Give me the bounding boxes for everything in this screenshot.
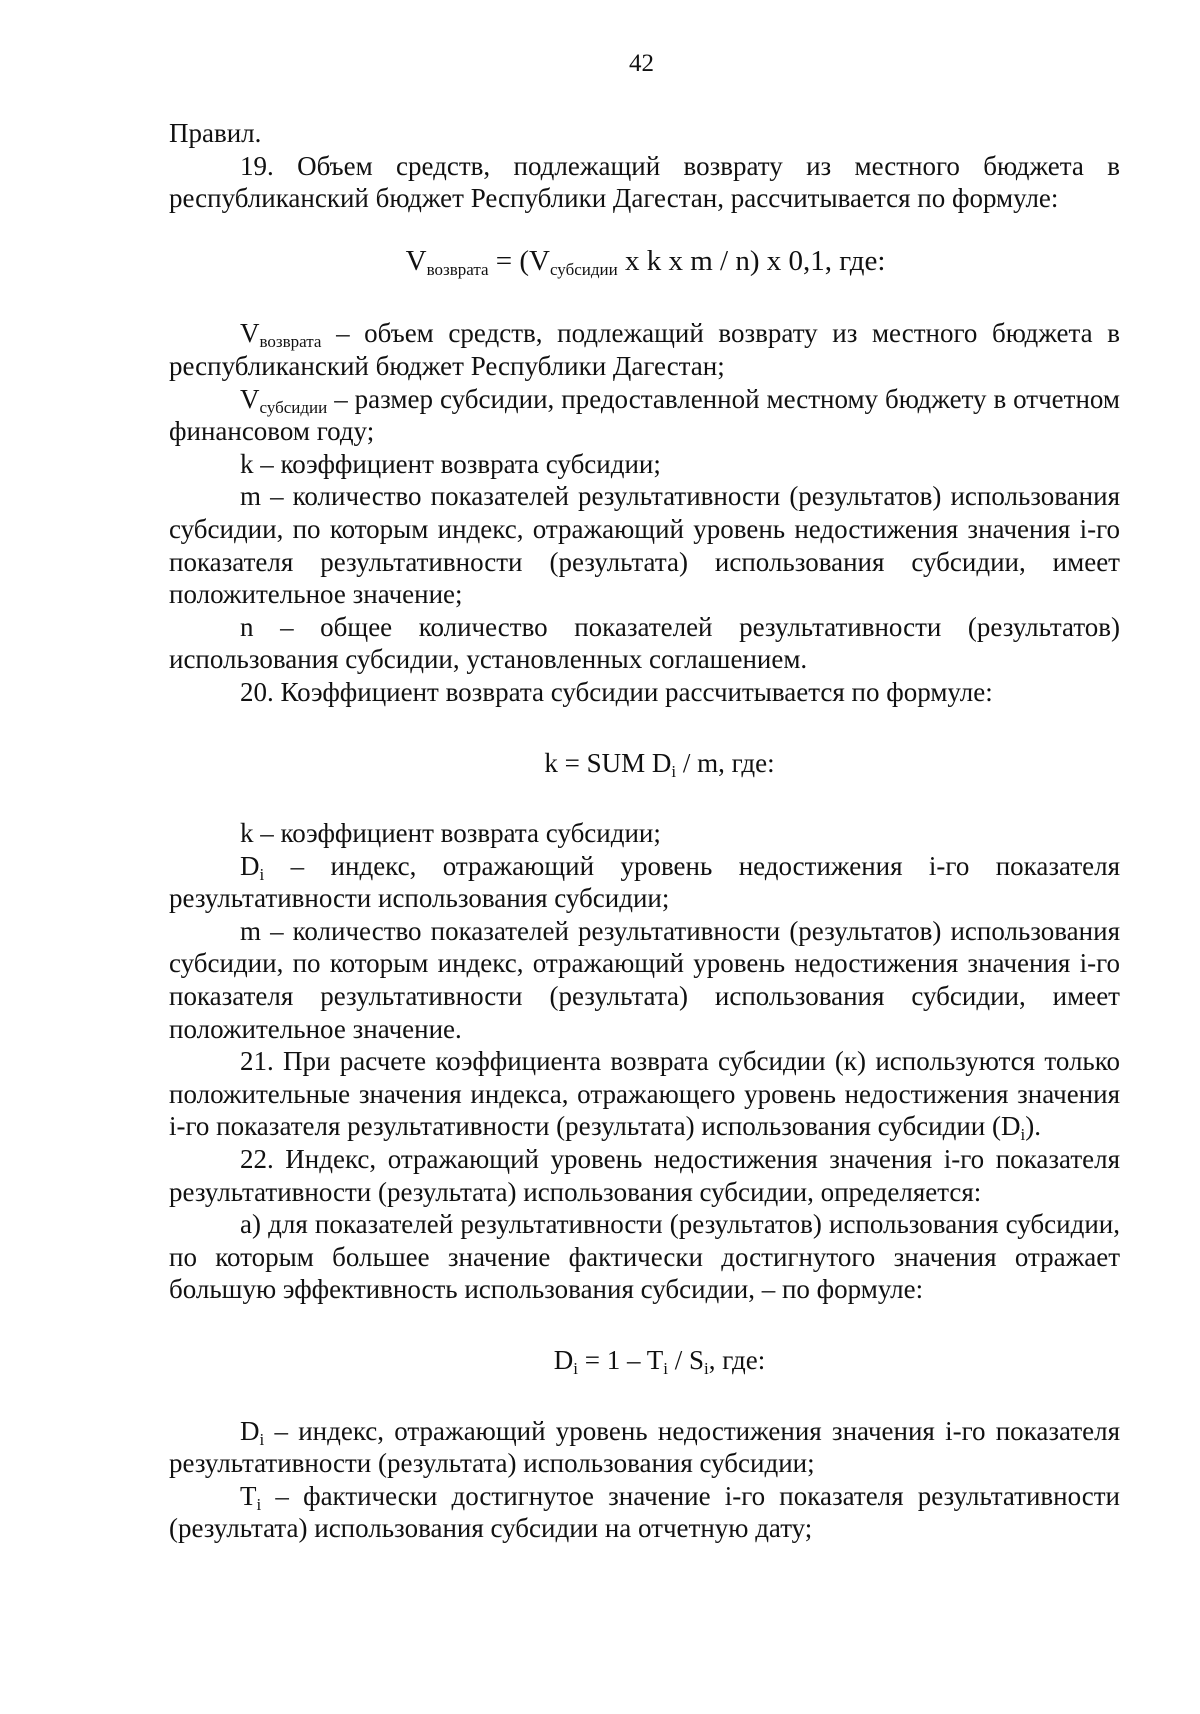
definition-v-return: [169, 317, 1120, 382]
definition-di: [169, 850, 1120, 915]
formula-k-sub: i: [671, 761, 677, 781]
formula-v: V: [405, 244, 427, 277]
definition-d-text: – индекс, отражающий уровень недостижения i-го показателя результативности использования субсидии;: [169, 850, 1120, 914]
definition-k: k – коэффициент возврата субсидии;: [240, 448, 661, 479]
paragraph-21-text: 21. При расчете коэффициента возврата субсидии (к) используются только положительные значения индекса, отражающего уровень недостижения значения i-го показателя результативности (результата) использования субсидии (D: [169, 1046, 1120, 1142]
formula-di-b: = 1 – T: [578, 1345, 664, 1375]
formula-sub-return: возврата: [426, 259, 489, 279]
definition-d-sub: i: [259, 864, 265, 884]
formula-return-volume: [169, 245, 1120, 278]
definition-m-2: m – количество показателей результативности (результатов) использования субсидии, по которым индекс, отражающий уровень недостижения значения i-го показателя результативности (результата) использования субсидии, имеет положительное значение.: [169, 915, 1120, 1044]
formula-di: [169, 1344, 1120, 1377]
formula-di-sub2: i: [663, 1359, 668, 1378]
definition-m: m – количество показателей результативности (результатов) использования субсидии, по которым индекс, отражающий уровень недостижения значения i-го показателя результативности (результата) использования субсидии, имеет положительное значение;: [169, 481, 1120, 610]
definition-t-symbol: T: [240, 1480, 257, 1511]
definition-di-2: [169, 1415, 1120, 1480]
definition-v-symbol: V: [240, 318, 260, 349]
definition-v-subsidy: [169, 383, 1120, 448]
formula-k-right: / m, где:: [676, 747, 775, 778]
paragraph-22a: а) для показателей результативности (результатов) использования субсидии, по которым большее значение фактически достигнутого значения отражает большую эффективность использования субсидии, – по формуле:: [169, 1209, 1120, 1305]
definition-v-text: – объем средств, подлежащий возврату из местного бюджета в республиканский бюджет Республики Дагестан;: [169, 318, 1120, 381]
paragraph-20: 20. Коэффициент возврата субсидии рассчитывается по формуле:: [240, 676, 993, 707]
formula-di-a: D: [553, 1345, 574, 1375]
definition-d-text: – индекс, отражающий уровень недостижения значения i-го показателя результативности (результата) использования субсидии;: [169, 1415, 1120, 1479]
formula-k: [169, 747, 1120, 780]
paragraph-21: [169, 1045, 1120, 1143]
formula-rest: x k x m / n) x 0,1, где:: [617, 244, 886, 277]
document-body: [169, 117, 1120, 1545]
formula-di-sub1: i: [573, 1359, 579, 1378]
definition-n: n – общее количество показателей результативности (результатов) использования субсидии, установленных соглашением.: [169, 611, 1120, 675]
definition-ti: [169, 1480, 1120, 1545]
paragraph-21-sub: i: [1020, 1125, 1026, 1145]
definition-k-2: k – коэффициент возврата субсидии;: [240, 818, 661, 849]
paragraph-22: 22. Индекс, отражающий уровень недостижения значения i-го показателя результативности (результата) использования субсидии, определяется:: [169, 1144, 1120, 1207]
definition-v-sub: субсидии: [259, 397, 328, 417]
formula-di-sub3: i: [704, 1359, 709, 1378]
formula-di-d: , где:: [708, 1345, 766, 1375]
page-number: 42: [629, 50, 654, 77]
formula-eq-open: = (V: [488, 244, 550, 277]
definition-d-sub: i: [259, 1429, 265, 1449]
paragraph-19: 19. Объем средств, подлежащий возврату из местного бюджета в республиканский бюджет Республики Дагестан, рассчитывается по формуле:: [169, 150, 1120, 214]
definition-t-sub: i: [256, 1494, 262, 1514]
formula-k-left: k = SUM D: [544, 747, 672, 778]
paragraph-21-end: ).: [1025, 1111, 1041, 1142]
formula-di-c: / S: [667, 1345, 705, 1375]
definition-v-symbol: V: [240, 383, 260, 414]
definition-v-sub: возврата: [259, 332, 322, 352]
definition-d-symbol: D: [240, 1415, 260, 1446]
definition-d-symbol: D: [240, 850, 260, 881]
formula-sub-subsidy: субсидии: [549, 259, 618, 279]
definition-t-text: – фактически достигнутое значение i-го показателя результативности (результата) использования субсидии на отчетную дату;: [169, 1480, 1120, 1544]
paragraph-rules-tail: Правил.: [169, 118, 262, 148]
definition-v-text: – размер субсидии, предоставленной местному бюджету в отчетном финансовом году;: [169, 383, 1120, 447]
